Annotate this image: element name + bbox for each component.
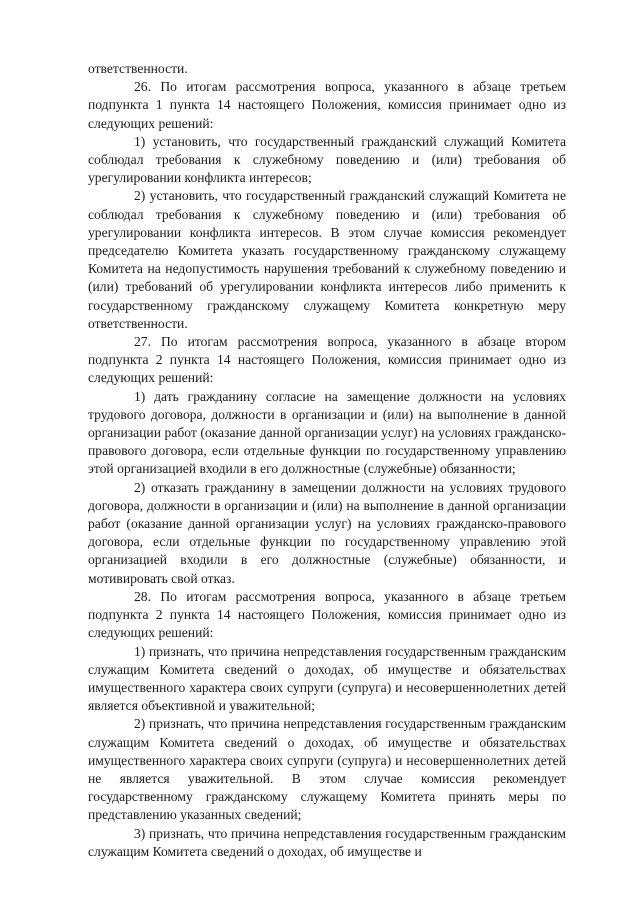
- paragraph-clause-27-item-2: 2) отказать гражданину в замещении должности на условиях трудового договора, должности в организации и (или) на выполнение в данной организации работ (оказание данной организации услуг) на условиях гражданско-правового договора, если отдельные функции по государственному управлению этой организацией входили в его должностные (служебные) обязанности, и мотивировать свой отказ.: [88, 479, 566, 586]
- paragraph-continuation: ответственности.: [88, 61, 188, 76]
- document-page: [88, 60, 566, 861]
- paragraph-clause-28-item-2: 2) признать, что причина непредставления государственным гражданским служащим Комитета сведений о доходах, об имуществе и обязательствах имущественного характера своих супруги (супруга) и несовершеннолетних детей не является уважительной. В этом случае комиссия рекомендует государственному гражданскому служащему Комитета принять меры по представлению указанных сведений;: [88, 716, 566, 823]
- paragraph-clause-28-item-1: 1) признать, что причина непредставления государственным гражданским служащим Комитета сведений о доходах, об имуществе и обязательствах имущественного характера своих супруги (супруга) и несовершеннолетних детей является объективной и уважительной;: [88, 643, 566, 714]
- paragraph-clause-26-item-2: 2) установить, что государственный гражданский служащий Комитета не соблюдал требования к служебному поведению и (или) требования об урегулировании конфликта интересов. В этом случае комиссия рекомендует председателю Комитета указать государственному гражданскому служащему Комитета на недопустимость нарушения требований к служебному поведению и (или) требований об урегулировании конфликта интересов либо применить к государственному гражданскому служащему Комитета конкретную меру ответственности.: [88, 188, 566, 331]
- paragraph-clause-26-item-1: 1) установить, что государственный гражданский служащий Комитета соблюдал требования к служебному поведению и (или) требования об урегулировании конфликта интересов;: [88, 133, 566, 186]
- paragraph-clause-28-item-3: 3) признать, что причина непредставления государственным гражданским служащим Комитета сведений о доходах, об имуществе и: [88, 825, 566, 859]
- paragraph-clause-27: 27. По итогам рассмотрения вопроса, указанного в абзаце втором подпункта 2 пункта 14 настоящего Положения, комиссия принимает одно из следующих решений:: [88, 334, 566, 386]
- paragraph-clause-28: 28. По итогам рассмотрения вопроса, указанного в абзаце третьем подпункта 2 пункта 14 настоящего Положения, комиссия принимает одно из следующих решений:: [88, 588, 566, 641]
- paragraph-clause-26: 26. По итогам рассмотрения вопроса, указанного в абзаце третьем подпункта 1 пункта 14 настоящего Положения, комиссия принимает одно из следующих решений:: [88, 79, 566, 131]
- paragraph-clause-27-item-1: 1) дать гражданину согласие на замещение должности на условиях трудового договора, должности в организации и (или) на выполнение в данной организации работ (оказание данной организации услуг) на условиях гражданско-правового договора, если отдельные функции по государственному управлению этой организацией входили в его должностные (служебные) обязанности;: [88, 388, 566, 477]
